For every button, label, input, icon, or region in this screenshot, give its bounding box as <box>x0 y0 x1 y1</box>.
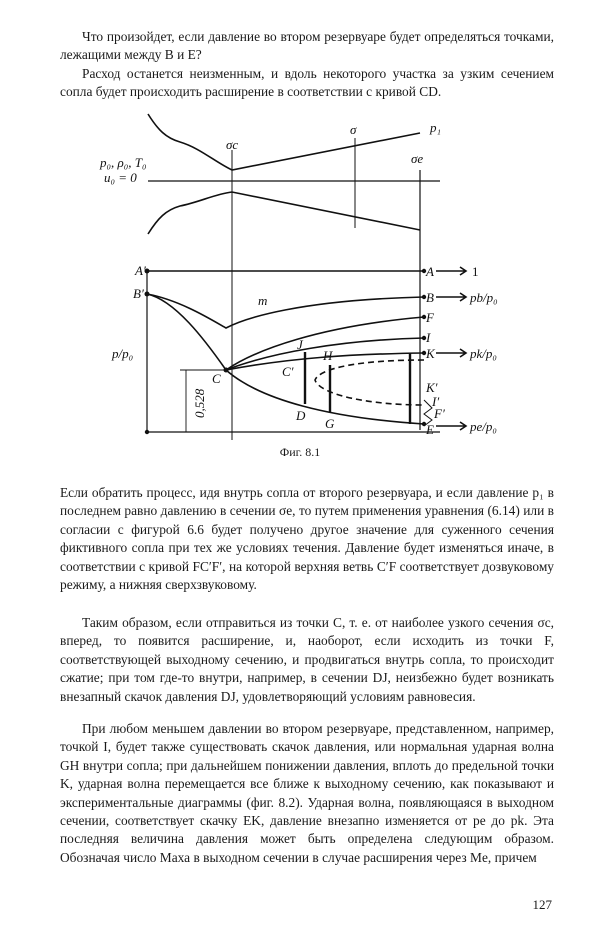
paragraph-1: Если обратить процесс, идя внутрь сопла от второго резервуара, и если давление p₁ в последнем равно давлению в сечении σe, то путем применения уравнения (6.14) или в согласии с фигурой 6.6 будет получено другое значение для суженного сечения фиктивного сопла при тех же условиях течения. Давление будет изменяться иначе, в соответствии с кривой FC′F′, на которой верхняя ветвь C′F соответствует дозвуковому режиму, а нижняя сверхзвуковому. <box>60 485 554 593</box>
label-J: J <box>297 337 303 352</box>
label-p1: p₁ <box>430 120 442 135</box>
label-arrow-1: 1 <box>472 264 479 279</box>
label-arrow-pk: pk/p₀ <box>470 346 497 361</box>
answer-intro-paragraph: Расход останется неизменным, и вдоль некоторого участка за узким сечением сопла будет происходить расширение в соответствии с кривой CD. <box>60 66 554 100</box>
label-C: C <box>212 371 221 386</box>
nozzle-lower-wall <box>148 192 420 234</box>
arrow-pk <box>436 349 466 357</box>
label-F: F <box>426 310 434 325</box>
point-C <box>224 368 229 373</box>
label-sigma-e: σe <box>411 151 424 166</box>
label-I-prime: I′ <box>432 394 440 409</box>
paragraph-3: При любом меньшем давлении во втором резервуаре, представленном, например, точкой I, будет также существовать скачок давления, или нормальная ударная волна GH внутри сопла; при дальнейшем понижении давления, вплоть до предельной точки K, ударная волна перемещается все ближе к выходному сечению, как показывают и экспериментальные диаграммы (фиг. 8.2). Ударная волна, появляющаяся в выходном сечении, соответствует скачку EK, давление внезапно изменяется от pe до pk. Эта последняя величина давления может быть определена следующим образом. Обозначая число Маха в выходном сечении в случае расширения через Me, причем <box>60 721 554 865</box>
label-C-prime: C′ <box>282 364 294 379</box>
nozzle-pressure-figure <box>0 0 600 460</box>
label-B: B <box>426 290 434 305</box>
label-arrow-pe: pe/p₀ <box>470 419 497 434</box>
label-critical-ratio: 0,528 <box>192 388 207 418</box>
label-arrow-pb: pb/p₀ <box>470 290 498 305</box>
label-K-prime: K′ <box>426 380 438 395</box>
label-B-prime: B′ <box>133 286 144 301</box>
label-inlet-conditions: p₀, ρ₀, T₀ <box>100 155 147 170</box>
label-A-prime: A′ <box>135 263 146 278</box>
label-G: G <box>325 416 335 431</box>
figure-caption: Фиг. 8.1 <box>279 445 321 459</box>
nozzle-upper-wall <box>148 114 420 170</box>
label-D: D <box>296 408 306 423</box>
page-number: 127 <box>532 897 552 912</box>
label-y-axis: p/p₀ <box>112 346 134 361</box>
label-A: A <box>426 264 434 279</box>
label-H: H <box>323 348 333 363</box>
label-E: E <box>426 422 434 437</box>
arrow-pe <box>436 422 466 430</box>
arrow-pb <box>436 293 466 301</box>
label-K: K <box>426 346 435 361</box>
label-sigma: σ <box>350 122 357 137</box>
point-B-prime <box>145 292 150 297</box>
arrow-1 <box>436 267 466 275</box>
label-I: I <box>426 330 431 345</box>
label-sigma-c: σc <box>226 137 239 152</box>
label-u0: u₀ = 0 <box>104 170 137 185</box>
curve-C-prime-loop <box>315 360 424 405</box>
origin-point <box>145 430 149 434</box>
label-F-prime: F′ <box>434 406 445 421</box>
curve-B-prime-C-E <box>147 294 424 424</box>
label-m: m <box>258 293 268 308</box>
paragraph-2: Таким образом, если отправиться из точки C, т. е. от наиболее узкого сечения σc, вперед, то появится расширение, и, наоборот, если исходить из точки F, соответствующей выходному сечению, и продвигаться внутрь сопла, то происходит сжатие; при том где-то внутри, например, в сечении DJ, неизбежно будет возникать внезапный скачок давления DJ, удовлетворяющий условиям равновесия. <box>60 615 554 704</box>
question-paragraph: Что произойдет, если давление во втором резервуаре будет определяться точками, лежащими между B и E? <box>60 29 554 63</box>
